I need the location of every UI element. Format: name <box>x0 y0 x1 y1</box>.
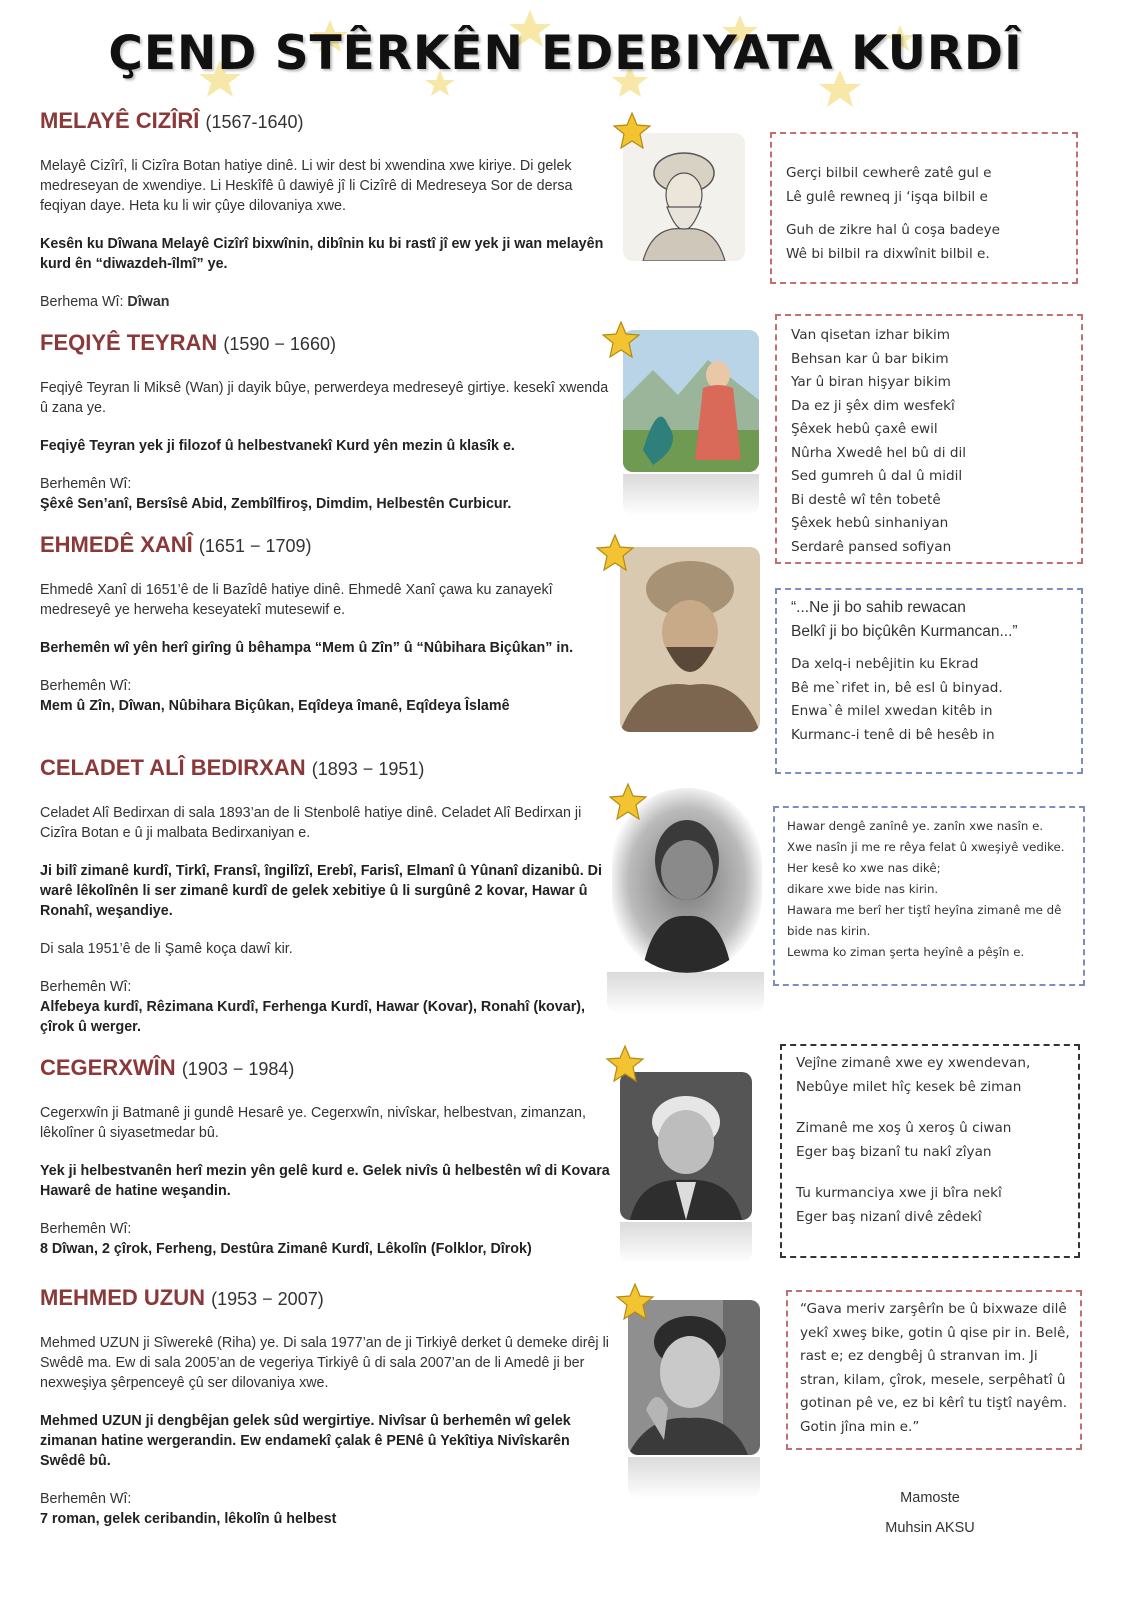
poem-line: rast e; ez dengbêj û stranvan im. Ji <box>800 1348 1038 1364</box>
poem-box-melaye-ciziri <box>770 132 1078 284</box>
poem-box-feqiye-teyran <box>775 314 1083 564</box>
works-list: Alfebeya kurdî, Rêzimana Kurdî, Ferhenga Kurdî, Hawar (Kovar), Ronahî (kovar), çîrok û werger. <box>40 999 585 1035</box>
bio-highlight: Ji bilî zimanê kurdî, Tirkî, Fransî, îngilîzî, Erebî, Farisî, Elmanî û Yûnanî dizanibû. Di warê lêkolînên li ser zimanê kurdî de gelek xebitiye û li surgûnê 2 kovar, Hawar û Ronahî, weşandiye. <box>40 863 602 919</box>
star-icon <box>615 1282 655 1322</box>
works-list: 7 roman, gelek ceribandin, lêkolîn û helbest <box>40 1511 337 1527</box>
section-heading <box>40 108 615 134</box>
bio-paragraph: Mehmed UZUN ji Sîwerekê (Riha) ye. Di sala 1977’an de ji Tirkiyê derket û demeke dirêj li Swêdê ma. Ew di sala 2005’an de vegeriya Tirkiyê û di sala 2007’an de li Amedê ji ber nexweşiya şêrpenceyê çû ser dilovaniya xwe. <box>40 1335 609 1391</box>
poem-line: Eger baş nizanî divê zêdekî <box>796 1208 982 1225</box>
section-heading <box>40 330 615 356</box>
works-label: Berhemên Wî: <box>40 1491 132 1507</box>
poem-line: Lewma ko ziman şerta heyînê a pêşîn e. <box>787 945 1025 959</box>
poem-box-mehmed-uzun <box>786 1290 1082 1450</box>
bio-melaye-ciziri <box>40 108 615 312</box>
bio-paragraph: Ehmedê Xanî di 1651’ê de li Bazîdê hatiye dinê. Ehmedê Xanî çawa ku zanayekî medreseyê ye herweha keseyatekî mutesewif e. <box>40 582 553 618</box>
poem-line: Bê me`rifet in, bê esl û binyad. <box>791 679 1003 696</box>
poet-name: MEHMED UZUN <box>40 1285 205 1310</box>
bio-paragraph: Feqiyê Teyran li Miksê (Wan) ji dayik bûye, perwerdeya medreseyê girtiye. kesekî xwenda û zana ye. <box>40 380 609 416</box>
poet-years: (1953 − 2007) <box>211 1289 324 1309</box>
poet-years: (1567-1640) <box>205 112 304 132</box>
works-line <box>40 292 615 312</box>
works-list: Şêxê Sen’anî, Bersîsê Abid, Zembîlfiroş, Dimdim, Helbestên Curbicur. <box>40 496 512 512</box>
poem-line: Kurmanc-i tenê di bê hesêb in <box>791 726 995 743</box>
poem-line: Da xelq-i nebêjitin ku Ekrad <box>791 656 979 672</box>
poem-line: Wê bi bilbil ra dixwînit bilbil e. <box>786 245 990 262</box>
star-icon <box>608 782 648 822</box>
works-label: Berhemên Wî: <box>40 678 132 694</box>
poem-line: Hawara me berî her tiştî heyîna zimanê me dê <box>787 903 1062 917</box>
poem-line: Her kesê ko xwe nas dikê; <box>787 861 941 875</box>
poem-line: Lê gulê rewneq ji ‘işqa bilbil e <box>786 188 988 205</box>
portrait-reflection <box>620 1222 752 1264</box>
portrait-reflection <box>628 1457 760 1499</box>
bio-paragraph-death: Di sala 1951’ê de li Şamê koça dawî kir. <box>40 941 293 957</box>
poem-box-celadet-ali-bedirxan <box>773 806 1085 986</box>
bio-highlight: Mehmed UZUN ji dengbêjan gelek sûd wergirtiye. Nivîsar û berhemên wî gelek zimanan hatine wergerandin. Ew endamekî çalak ê PENê û Yekîtiya Nivîskarên Swêdê bû. <box>40 1413 571 1469</box>
works-list: Dîwan <box>127 294 170 310</box>
poem-line: Zimanê me xoş û xeroş û ciwan <box>796 1120 1012 1136</box>
portrait-cegerxwin <box>620 1072 752 1220</box>
bio-cegerxwin <box>40 1055 615 1259</box>
poem-line: Serdarê pansed sofiyan <box>791 538 952 555</box>
poet-name: FEQIYÊ TEYRAN <box>40 330 218 355</box>
section-heading <box>40 1285 615 1311</box>
bio-paragraph: Celadet Alî Bedirxan di sala 1893’an de li Stenbolê hatiye dinê. Celadet Alî Bedirxan ji Cizîra Botan e û ji malbata Bedirxaniyan e. <box>40 805 582 841</box>
poem-line: Xwe nasîn ji me re rêya felat û xweşiyê vedike. <box>787 840 1065 854</box>
works-label: Berhemên Wî: <box>40 1221 132 1237</box>
stanza-gap <box>796 1164 1064 1182</box>
poem-line: Enwa`ê milel xwedan kitêb in <box>791 703 993 719</box>
bio-ehmede-xani <box>40 532 615 716</box>
bio-paragraph: Melayê Cizîrî, li Cizîra Botan hatiye dinê. Li wir dest bi xwendina xwe kiriye. Di gelek medreseyan de xwendiye. Li Heskîfê û dawiyê jî li Cizîrê di Medreseya Sor de dersa feqiyan daye. Heta ku li wir çûye dilovaniya xwe. <box>40 158 573 214</box>
poem-line: dikare xwe bide nas kirin. <box>787 882 939 896</box>
poem-box-cegerxwin <box>780 1044 1080 1258</box>
poem-line: Sed gumreh û dal û midil <box>791 468 963 484</box>
poem-line: Şêxek hebû sinhaniyan <box>791 515 949 531</box>
poem-line: Şêxek hebû çaxê ewil <box>791 421 938 437</box>
poem-line: bide nas kirin. <box>787 924 871 938</box>
star-icon <box>605 1044 645 1084</box>
poet-years: (1651 − 1709) <box>198 536 312 556</box>
section-heading <box>40 755 615 781</box>
bio-mehmed-uzun <box>40 1285 615 1529</box>
star-icon <box>612 111 652 151</box>
stanza-gap <box>791 643 1067 653</box>
poem-line: Hawar dengê zanînê ye. zanîn xwe nasîn e. <box>787 819 1044 833</box>
bio-highlight: Yek ji helbestvanên herî mezin yên gelê kurd e. Gelek nivîs û helbestên wî di Kovara Hawarê de hatine weşandin. <box>40 1163 610 1199</box>
stanza-gap <box>786 209 1062 219</box>
poet-years: (1590 − 1660) <box>223 334 336 354</box>
bio-highlight: Feqiyê Teyran yek ji filozof û helbestvanekî Kurd yên mezin û klasîk e. <box>40 438 515 454</box>
portrait-ehmede-xani <box>620 547 760 732</box>
portrait-melaye-ciziri <box>623 133 745 261</box>
portrait-mehmed-uzun <box>628 1300 760 1455</box>
bio-paragraph: Cegerxwîn ji Batmanê ji gundê Hesarê ye. Cegerxwîn, nivîskar, helbestvan, zimanzan, lêkolîner û siyasetmedar bû. <box>40 1105 586 1141</box>
bio-celadet-ali-bedirxan <box>40 755 615 1037</box>
poem-line: “...Ne ji bo sahib rewacan <box>791 599 966 616</box>
poem-line: Nûrha Xwedê hel bû di dil <box>791 444 967 461</box>
poem-line: Da ez ji şêx dim wesfekî <box>791 397 955 414</box>
poem-line: Van qisetan izhar bikim <box>791 327 951 343</box>
poem-line: “Gava meriv zarşêrîn be û bixwaze dilê <box>800 1301 1067 1317</box>
poem-line: Gerçi bilbil cewherê zatê gul e <box>786 165 992 181</box>
signature-title: Mamoste <box>900 1490 960 1506</box>
portrait-feqiye-teyran <box>623 330 759 472</box>
star-icon <box>601 320 641 360</box>
section-heading <box>40 1055 615 1081</box>
poet-years: (1903 − 1984) <box>181 1059 295 1079</box>
poem-box-ehmede-xani <box>775 588 1083 774</box>
works-label: Berhemên Wî: <box>40 979 132 995</box>
poem-line: Gotin jîna min e.” <box>800 1418 920 1435</box>
poem-line: Nebûye milet hîç kesek bê ziman <box>796 1078 1022 1095</box>
signature-name: Muhsin AKSU <box>885 1520 975 1536</box>
poet-name: MELAYÊ CIZÎRÎ <box>40 108 200 133</box>
portrait-reflection <box>607 972 764 1014</box>
poem-line: gotinan pê ve, ez bi kêrî tu tiştî nayêm. <box>800 1395 1068 1411</box>
portrait-reflection <box>623 474 759 516</box>
poem-line: yekî xweş bike, gotin û qise pir in. Belê, <box>800 1324 1070 1341</box>
poem-line: Vejîne zimanê xwe ey xwendevan, <box>796 1055 1031 1071</box>
section-heading <box>40 532 615 558</box>
bio-highlight: Berhemên wî yên herî girîng û bêhampa “Mem û Zîn” û “Nûbihara Biçûkan” in. <box>40 640 574 656</box>
works-list: 8 Dîwan, 2 çîrok, Ferheng, Destûra Zimanê Kurdî, Lêkolîn (Folklor, Dîrok) <box>40 1241 532 1257</box>
star-icon <box>595 533 635 573</box>
stanza-gap <box>796 1099 1064 1117</box>
poem-line: Yar û biran hişyar bikim <box>791 374 951 390</box>
poet-years: (1893 − 1951) <box>311 759 425 779</box>
bio-highlight: Kesên ku Dîwana Melayê Cizîrî bixwînin, dibînin ku bi rastî jî ew yek ji wan melayên kurd ên “diwazdeh-îlmî” ye. <box>40 236 604 272</box>
poem-line: Bi destê wî tên tobetê <box>791 491 941 508</box>
poem-line: Tu kurmanciya xwe ji bîra nekî <box>796 1185 1002 1201</box>
works-label: Berhemên Wî: <box>40 476 132 492</box>
poem-line: Guh de zikre hal û coşa badeye <box>786 222 1001 238</box>
page-title: ÇEND STÊRKÊN EDEBIYATA KURDÎ <box>108 26 1023 81</box>
poet-name: CELADET ALÎ BEDIRXAN <box>40 755 306 780</box>
works-list: Mem û Zîn, Dîwan, Nûbihara Biçûkan, Eqîdeya îmanê, Eqîdeya Îslamê <box>40 698 510 714</box>
bio-feqiye-teyran <box>40 330 615 514</box>
poem-line: Belkî ji bo biçûkên Kurmancan...” <box>791 622 1018 640</box>
poem-line: Eger baş bizanî tu nakî zîyan <box>796 1143 992 1160</box>
poem-line: Behsan kar û bar bikim <box>791 350 949 367</box>
works-label: Berhema Wî: <box>40 294 124 310</box>
poet-name: CEGERXWÎN <box>40 1055 176 1080</box>
poem-line: stran, kilam, çîrok, mesele, serpêhatî û <box>800 1371 1066 1388</box>
poet-name: EHMEDÊ XANÎ <box>40 532 193 557</box>
